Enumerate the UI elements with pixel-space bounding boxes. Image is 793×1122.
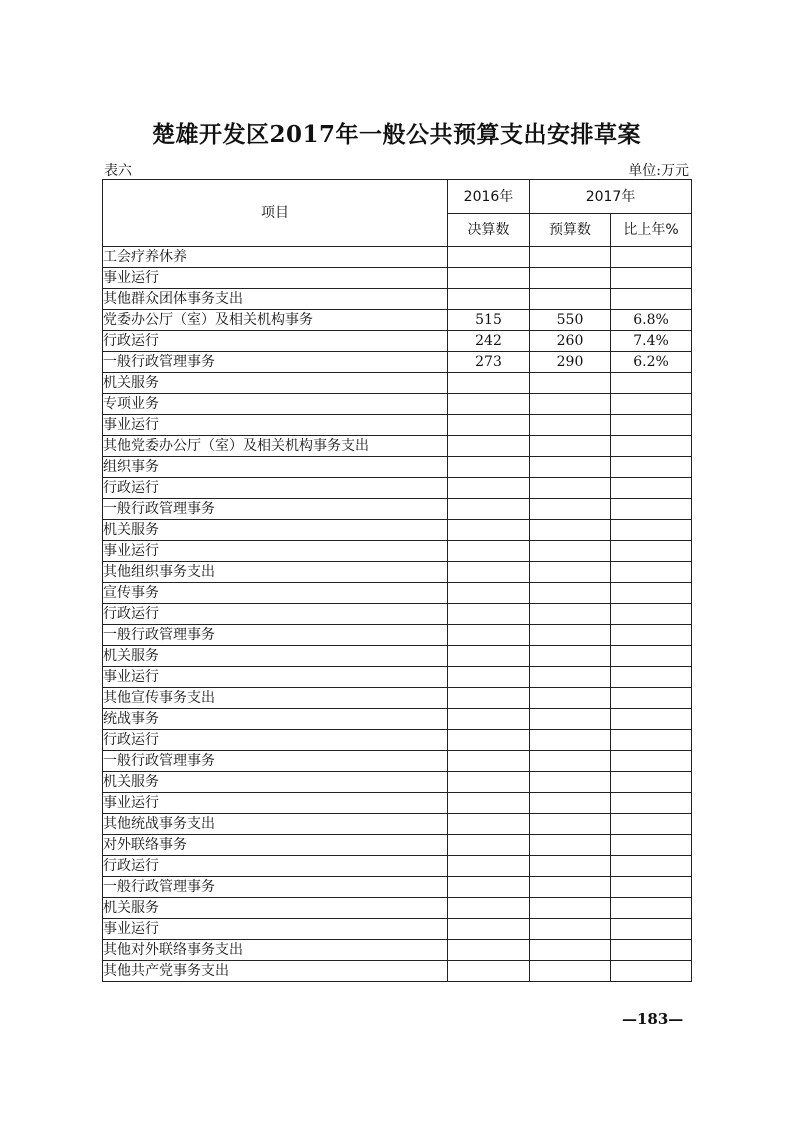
ratio-cell [611, 709, 692, 730]
table-body [103, 247, 692, 982]
table-row [103, 331, 692, 352]
budget-table [102, 179, 692, 982]
budget-2017-cell [530, 394, 611, 415]
table-row [103, 856, 692, 877]
budget-2017-cell [530, 856, 611, 877]
final-2016-cell [448, 415, 530, 436]
row-item-label: 事业运行 [103, 793, 448, 814]
final-2016-cell [448, 373, 530, 394]
final-2016-cell: 515 [448, 310, 530, 331]
budget-2017-cell [530, 478, 611, 499]
budget-2017-cell [530, 688, 611, 709]
final-2016-cell [448, 583, 530, 604]
row-item-label: 事业运行 [103, 667, 448, 688]
ratio-cell [611, 625, 692, 646]
row-item-label: 对外联络事务 [103, 835, 448, 856]
budget-2017-cell [530, 961, 611, 982]
final-2016-cell [448, 478, 530, 499]
row-item-label: 工会疗养休养 [103, 247, 448, 268]
final-2016-cell [448, 772, 530, 793]
table-row [103, 604, 692, 625]
final-2016-cell [448, 562, 530, 583]
row-item-label: 机关服务 [103, 772, 448, 793]
final-2016-cell [448, 877, 530, 898]
row-item-label: 机关服务 [103, 520, 448, 541]
budget-2017-cell [530, 268, 611, 289]
row-item-label: 行政运行 [103, 730, 448, 751]
ratio-cell [611, 415, 692, 436]
ratio-cell [611, 499, 692, 520]
budget-2017-cell [530, 541, 611, 562]
row-item-label: 事业运行 [103, 919, 448, 940]
ratio-cell [611, 940, 692, 961]
ratio-cell [611, 289, 692, 310]
table-row [103, 940, 692, 961]
table-header [103, 180, 692, 247]
budget-2017-cell [530, 793, 611, 814]
page-title: 楚雄开发区2017年一般公共预算支出安排草案 [151, 121, 641, 148]
header-final-accounts: 决算数 [448, 214, 530, 247]
table-row [103, 730, 692, 751]
row-item-label: 一般行政管理事务 [103, 751, 448, 772]
row-item-label: 统战事务 [103, 709, 448, 730]
ratio-cell [611, 520, 692, 541]
final-2016-cell [448, 793, 530, 814]
ratio-cell [611, 583, 692, 604]
row-item-label: 机关服务 [103, 373, 448, 394]
budget-2017-cell [530, 625, 611, 646]
final-2016-cell [448, 688, 530, 709]
ratio-cell [611, 541, 692, 562]
table-row [103, 373, 692, 394]
budget-2017-cell [530, 436, 611, 457]
table-row [103, 814, 692, 835]
ratio-cell [611, 646, 692, 667]
table-row [103, 919, 692, 940]
budget-2017-cell [530, 247, 611, 268]
ratio-cell [611, 478, 692, 499]
final-2016-cell [448, 961, 530, 982]
ratio-cell [611, 835, 692, 856]
page-number: —183— [622, 1010, 684, 1028]
table-row [103, 394, 692, 415]
ratio-cell [611, 394, 692, 415]
budget-2017-cell [530, 898, 611, 919]
ratio-cell [611, 856, 692, 877]
budget-2017-cell [530, 730, 611, 751]
final-2016-cell: 242 [448, 331, 530, 352]
budget-2017-cell [530, 877, 611, 898]
budget-2017-cell [530, 289, 611, 310]
row-item-label: 宣传事务 [103, 583, 448, 604]
table-row [103, 520, 692, 541]
ratio-cell [611, 604, 692, 625]
final-2016-cell [448, 625, 530, 646]
final-2016-cell [448, 919, 530, 940]
budget-2017-cell [530, 835, 611, 856]
table-row [103, 751, 692, 772]
row-item-label: 事业运行 [103, 541, 448, 562]
final-2016-cell [448, 394, 530, 415]
table-row [103, 898, 692, 919]
table-row [103, 877, 692, 898]
final-2016-cell: 273 [448, 352, 530, 373]
row-item-label: 其他统战事务支出 [103, 814, 448, 835]
ratio-cell [611, 247, 692, 268]
table-row [103, 688, 692, 709]
final-2016-cell [448, 898, 530, 919]
table-row [103, 352, 692, 373]
budget-2017-cell [530, 562, 611, 583]
table-row [103, 289, 692, 310]
ratio-cell [611, 898, 692, 919]
budget-2017-cell [530, 373, 611, 394]
final-2016-cell [448, 835, 530, 856]
table-row [103, 247, 692, 268]
ratio-cell [611, 919, 692, 940]
ratio-cell [611, 562, 692, 583]
budget-2017-cell [530, 604, 611, 625]
row-item-label: 事业运行 [103, 415, 448, 436]
table-code: 表六 [104, 163, 132, 179]
row-item-label: 组织事务 [103, 457, 448, 478]
ratio-cell [611, 772, 692, 793]
ratio-cell [611, 373, 692, 394]
ratio-cell [611, 688, 692, 709]
final-2016-cell [448, 709, 530, 730]
budget-2017-cell [530, 667, 611, 688]
table-row [103, 415, 692, 436]
header-ratio: 比上年% [611, 214, 692, 247]
ratio-cell [611, 667, 692, 688]
header-2017: 2017年 [530, 180, 692, 214]
row-item-label: 机关服务 [103, 646, 448, 667]
final-2016-cell [448, 940, 530, 961]
budget-2017-cell: 550 [530, 310, 611, 331]
table-row [103, 709, 692, 730]
table-row [103, 835, 692, 856]
final-2016-cell [448, 541, 530, 562]
final-2016-cell [448, 520, 530, 541]
final-2016-cell [448, 730, 530, 751]
final-2016-cell [448, 646, 530, 667]
budget-2017-cell [530, 814, 611, 835]
final-2016-cell [448, 856, 530, 877]
table-row [103, 646, 692, 667]
final-2016-cell [448, 247, 530, 268]
row-item-label: 其他组织事务支出 [103, 562, 448, 583]
budget-2017-cell [530, 415, 611, 436]
header-budget: 预算数 [530, 214, 611, 247]
ratio-cell [611, 268, 692, 289]
header-2016: 2016年 [448, 180, 530, 214]
ratio-cell: 6.8% [611, 310, 692, 331]
final-2016-cell [448, 289, 530, 310]
table-row [103, 562, 692, 583]
row-item-label: 行政运行 [103, 856, 448, 877]
ratio-cell: 6.2% [611, 352, 692, 373]
final-2016-cell [448, 268, 530, 289]
header-item: 项目 [103, 180, 448, 247]
row-item-label: 其他对外联络事务支出 [103, 940, 448, 961]
ratio-cell [611, 457, 692, 478]
row-item-label: 行政运行 [103, 478, 448, 499]
row-item-label: 党委办公厅（室）及相关机构事务 [103, 310, 448, 331]
table-row [103, 499, 692, 520]
budget-2017-cell [530, 520, 611, 541]
table-row [103, 310, 692, 331]
unit-label: 单位:万元 [628, 163, 689, 179]
budget-2017-cell [530, 709, 611, 730]
row-item-label: 事业运行 [103, 268, 448, 289]
budget-2017-cell [530, 457, 611, 478]
row-item-label: 行政运行 [103, 604, 448, 625]
budget-2017-cell [530, 772, 611, 793]
final-2016-cell [448, 814, 530, 835]
table-row [103, 541, 692, 562]
budget-2017-cell [530, 751, 611, 772]
table-row [103, 667, 692, 688]
table-row [103, 625, 692, 646]
table-row [103, 583, 692, 604]
ratio-cell [611, 730, 692, 751]
row-item-label: 其他宣传事务支出 [103, 688, 448, 709]
ratio-cell [611, 814, 692, 835]
row-item-label: 专项业务 [103, 394, 448, 415]
row-item-label: 一般行政管理事务 [103, 499, 448, 520]
budget-2017-cell [530, 919, 611, 940]
final-2016-cell [448, 667, 530, 688]
ratio-cell [611, 436, 692, 457]
ratio-cell: 7.4% [611, 331, 692, 352]
table-row [103, 793, 692, 814]
row-item-label: 行政运行 [103, 331, 448, 352]
table-row [103, 436, 692, 457]
row-item-label: 其他共产党事务支出 [103, 961, 448, 982]
row-item-label: 机关服务 [103, 898, 448, 919]
table-row [103, 772, 692, 793]
row-item-label: 一般行政管理事务 [103, 625, 448, 646]
ratio-cell [611, 793, 692, 814]
budget-2017-cell [530, 583, 611, 604]
row-item-label: 其他党委办公厅（室）及相关机构事务支出 [103, 436, 448, 457]
budget-2017-cell [530, 499, 611, 520]
table-row [103, 961, 692, 982]
budget-2017-cell [530, 646, 611, 667]
table-row [103, 478, 692, 499]
ratio-cell [611, 751, 692, 772]
ratio-cell [611, 961, 692, 982]
budget-2017-cell: 290 [530, 352, 611, 373]
final-2016-cell [448, 457, 530, 478]
budget-2017-cell: 260 [530, 331, 611, 352]
table-row [103, 268, 692, 289]
final-2016-cell [448, 499, 530, 520]
row-item-label: 其他群众团体事务支出 [103, 289, 448, 310]
row-item-label: 一般行政管理事务 [103, 877, 448, 898]
final-2016-cell [448, 751, 530, 772]
final-2016-cell [448, 436, 530, 457]
budget-2017-cell [530, 940, 611, 961]
ratio-cell [611, 877, 692, 898]
table-row [103, 457, 692, 478]
final-2016-cell [448, 604, 530, 625]
row-item-label: 一般行政管理事务 [103, 352, 448, 373]
